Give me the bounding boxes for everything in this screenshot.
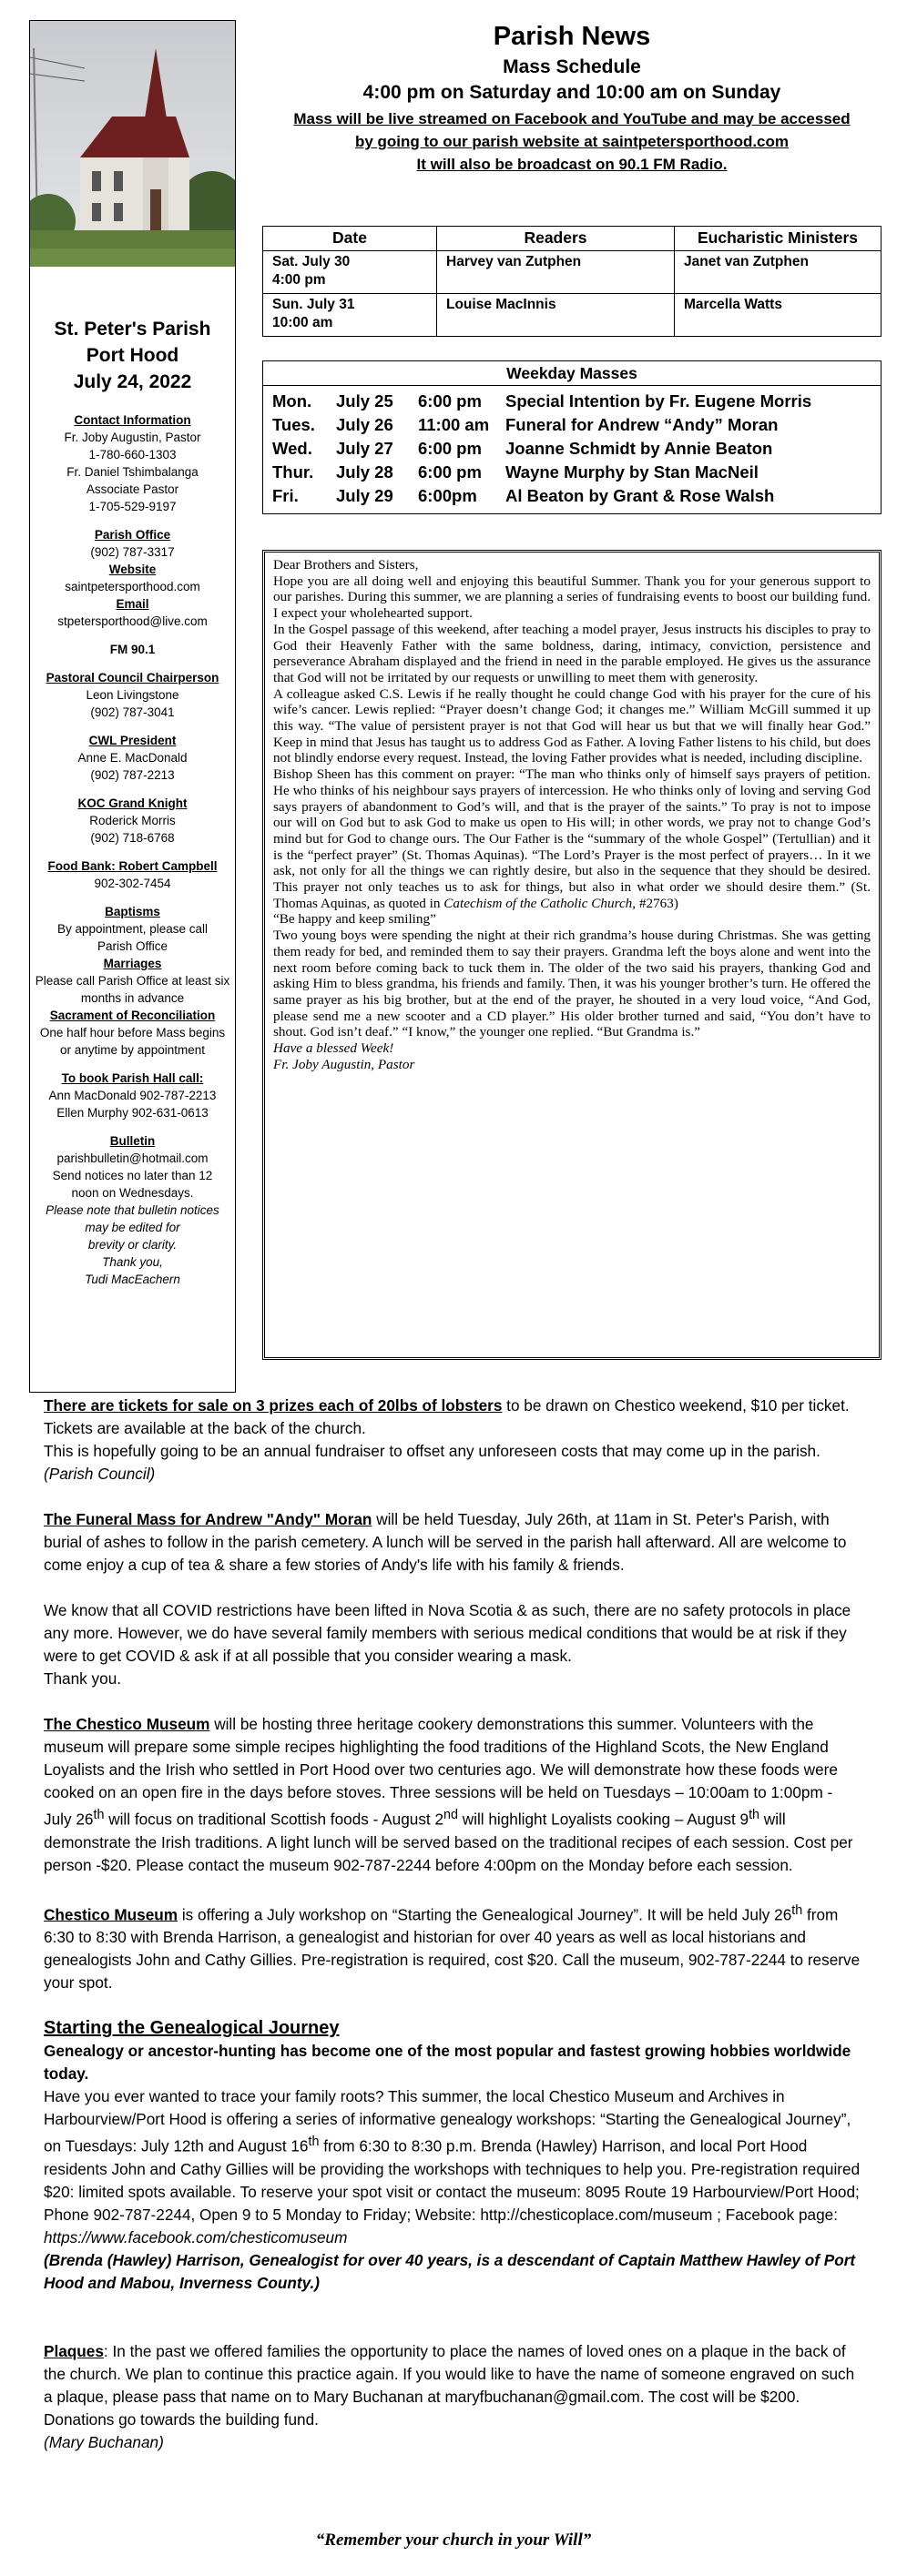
church-photo <box>30 21 235 267</box>
letter-greeting: Dear Brothers and Sisters, <box>273 557 419 573</box>
plaques-notice: Plaques: In the past we offered families the opportunity to place the names of loved ones on a plaque in the back of the church. We plan to continue this practice again. If you would like to have the name of someone engraved on such a plaque, please pass that name on to Mary Buchanan at maryfbuchanan@gmail.com. The cost will be $200. Donations go towards the building fund. <box>44 2342 855 2429</box>
weekday-list <box>263 386 881 513</box>
weekday-masses <box>262 360 882 514</box>
list-item: Tues. July 26 11:00 am Funeral for Andrew “Andy” Moran <box>272 415 779 434</box>
list-item: Fri. July 29 6:00pm Al Beaton by Grant & Rose Walsh <box>272 486 775 505</box>
sacraments-section: Baptisms By appointment, please call Parish Office Marriages Please call Parish Office at least six months in advance Sacrament of Reconciliation One half hour before Mass begins or anytime by appointment <box>35 905 230 1057</box>
museum-notice: The Chestico Museum will be hosting three heritage cookery demonstrations this summer. Volunteers with the museum will prepare some simple recipes highlighting the food traditions of the Highland Scots, the New England Loyalists and the Irish who settled in Port Hood over two centuries ago. We will demonstrate how these foods were cooked on an open fire in the days before stoves. Three sessions will be held on Tuesdays – 10:00am to 1:00pm - July 26th will focus on traditional Scottish foods - August 2nd will highlight Loyalists cooking – August 9th will demonstrate the Irish traditions. A light lunch will be served based on the traditional recipes of each session. Cost per person -$20. Please contact the museum 902-787-2244 before 4:00pm on the Monday before each session. <box>44 1715 853 1874</box>
food-bank-section: Food Bank: Robert Campbell 902-302-7454 <box>47 859 218 890</box>
council-section: Pastoral Council Chairperson Leon Livingstone (902) 787-3041 <box>46 671 219 719</box>
page-title: Parish News <box>493 22 651 51</box>
table-row: Sat. July 30 4:00 pm Harvey van Zutphen Janet van Zutphen <box>263 251 882 294</box>
col-readers: Readers <box>437 227 675 251</box>
weekday-masses-title: Weekday Masses <box>263 361 881 386</box>
genealogy-notice: Have you ever wanted to trace your family roots? This summer, the local Chestico Museum and Archives in Harbourview/Port Hood is offering a series of informative genealogy workshops: “Starting the Genealogical Journey”, on Tuesdays: July 12th and August 16th from 6:30 to 8:30 p.m. Brenda (Hawley) Harrison, and local Port Hood residents John and Cathy Gillies will be providing the workshops with techniques to help you. Pre-registration required $20: limited spots available. To reserve your spot visit or contact the museum: 8095 Route 19 Harbourview/Port Hood; Phone 902-787-2244, Open 9 to 5 Monday to Friday; Website: http://chesticoplace.com/museum ; Facebook page: https://www.facebook.com/chesticomuseum <box>44 2087 861 2247</box>
parish-town: Port Hood <box>86 345 179 366</box>
parish-name: St. Peter's Parish <box>54 319 211 340</box>
bulletin-email-link[interactable]: parishbulletin@hotmail.com <box>56 1151 209 1165</box>
col-ministers: Eucharistic Ministers <box>675 227 882 251</box>
facebook-link[interactable]: https://www.facebook.com/chesticomuseum <box>44 2228 348 2247</box>
genealogy-title: Starting the Genealogical Journey <box>44 2018 340 2039</box>
sidebar <box>29 20 236 1393</box>
funeral-notice: The Funeral Mass for Andrew "Andy" Moran will be held Tuesday, July 26th, at 11am in St. Peter's Parish, with burial of ashes to follow in the parish cemetery. A lunch will be served in the parish hall afterward. All are welcome to come enjoy a cup of tea & share a few stories of Andy's life with his family & friends. <box>44 1510 847 1574</box>
contact-section: Contact Information Fr. Joby Augustin, Pastor 1-780-660-1303 Fr. Daniel Tshimbalanga Associate Pastor 1-705-529-9197 <box>64 413 201 513</box>
office-section: Parish Office (902) 787-3317 Website saintpetersporthood.com Email stpetersporthood@live.com <box>30 526 235 630</box>
list-item: Wed. July 27 6:00 pm Joanne Schmidt by Annie Beaton <box>272 439 773 458</box>
pastor-letter: Dear Brothers and Sisters, Hope you are all doing well and enjoying this beautiful Summer. Thank you for your generous support to our parishes. During this summer, we are planning a series of fundraising events to boost our building fund. I expect your wholehearted support. In the Gospel passage of this weekend, after teaching a model prayer, Jesus instructs his disciples to pray to God their Heavenly Father with the same boldness, daring, intimacy, conviction, persistence and perseverance Abraham displayed and the friend in need in the parable employed. He gives us the assurance that God will not be irritated by our requests or unwilling to meet them with generosity. A colleague asked C.S. Lewis if he really thought he could change God with his prayer for the cure of his wife’s cancer. Lewis replied: “Prayer doesn’t change God; it changes me.” William McGill summed it up this way. “The value of persistent prayer is not that God will hear us but that we will finally hear God.” Keep in mind that Jesus has taught us to address God as Father. A loving Father listens to his child, but does not blindly endorse every request. Instead, the loving Father provides what is needed, including discipline. Bishop Sheen has this comment on prayer: “The man who thinks only of himself says prayers of petition. He who thinks of his neighbour says prayers of intercession. He who thinks only of loving and serving God says prayers of abandonment to God’s will, and that is the prayer of the saints.” To pray is not to impose our will on God but to ask God to make us open to His will; in other words, we pray not to change God’s mind but for God to change ours. The Our Father is the “summary of the whole Gospel” (Tertullian) and it is the “perfect prayer” (St. Thomas Aquinas). “The Lord’s Prayer is the most perfect of prayers… In it we ask, not only for all the things we can rightly desire, but also in the sequence that they should be desired. This prayer not only teaches us to ask for things, but also in what order we should desire them.” (St. Thomas Aquinas, as quoted in Catechism of the Catholic Church, #2763) “Be happy and keep smiling” Two young boys were spending the night at their rich grandma’s house during Christmas. She was getting them ready for bed, and reminded them to say their prayers. Grandma left the boys alone and went into the next room before coming back to tuck them in. The older of the two said his prayers, thanking God and asking Him to bless grandma, his friends and family. Then, it was his younger brother’s turn. He offered the same prayer as his big brother, but at the end of the prayer, he shouted in a very loud voice, “And God, please send me a new scooter and a CD player.” His older brother turned and said, “You don’t have to shout. God isn’t deaf.” “I know,” the younger one replied. “But Grandma is.” Have a blessed Week! Fr. Joby Augustin, Pastor <box>262 550 882 1360</box>
workshop-notice: Chestico Museum is offering a July workshop on “Starting the Genealogical Journey”. It will be held July 26th from 6:30 to 8:30 with Brenda Harrison, a genealogist and historian for over 40 years as well as local historians and genealogists John and Cathy Gillies. Pre-registration is required, cost $20. Call the museum, 902-787-2244 to reserve your spot. <box>44 1902 861 1993</box>
mass-schedule-heading: Mass Schedule <box>503 56 641 77</box>
koc-section: KOC Grand Knight Roderick Morris (902) 718-6768 <box>77 796 188 845</box>
list-item: Thur. July 28 6:00 pm Wayne Murphy by Stan MacNeil <box>272 462 759 482</box>
radio-frequency: FM 90.1 <box>109 643 156 656</box>
letter-signature: Fr. Joby Augustin, Pastor <box>273 1056 415 1072</box>
letter-closing: Have a blessed Week! <box>273 1040 394 1057</box>
bulletin-section: Bulletin parishbulletin@hotmail.com Send notices no later than 12 noon on Wednesdays. Please note that bulletin notices may be edited for brevity or clarity. Thank you, Tudi MacEachern <box>30 1132 235 1288</box>
list-item: Mon. July 25 6:00 pm Special Intention by Fr. Eugene Morris <box>272 391 812 411</box>
lobster-notice: There are tickets for sale on 3 prizes each of 20lbs of lobsters to be drawn on Chestico weekend, $10 per ticket. Tickets are available at the back of the church. <box>44 1396 850 1437</box>
cwl-section: CWL President Anne E. MacDonald (902) 787-2213 <box>77 734 188 782</box>
website-link[interactable]: saintpetersporthood.com <box>65 580 200 593</box>
table-row: Sun. July 31 10:00 am Louise MacInnis Marcella Watts <box>263 294 882 337</box>
hall-section: To book Parish Hall call: Ann MacDonald 902-787-2213 Ellen Murphy 902-631-0613 <box>48 1071 217 1120</box>
livestream-notice: Mass will be live streamed on Facebook and YouTube and may be accessed by going to our parish website at saintpetersporthood.com It will also be broadcast on 90.1 FM Radio. <box>293 110 851 173</box>
mass-times: 4:00 pm on Saturday and 10:00 am on Sunday <box>362 82 781 103</box>
covid-notice: We know that all COVID restrictions have been lifted in Nova Scotia & as such, there are no safety protocols in place any more. However, we do have several family members with serious medical conditions that would be at risk if they were to get COVID & ask if at all possible that you consider wearing a mask. <box>44 1601 851 1665</box>
col-date: Date <box>263 227 437 251</box>
sidebar-info <box>30 316 235 1288</box>
email-link[interactable]: stpetersporthood@live.com <box>57 614 208 628</box>
bulletin-date: July 24, 2022 <box>73 371 192 392</box>
ministry-schedule-table <box>262 226 882 337</box>
footer-tagline: “Remember your church in your Will” <box>315 2530 592 2550</box>
notices: There are tickets for sale on 3 prizes each of 20lbs of lobsters to be drawn on Chestico weekend, $10 per ticket. Tickets are available at the back of the church. This is hopefully going to be an annual fundraiser to offset any unforeseen costs that may come up in the parish. (Parish Council) The Funeral Mass for Andrew "Andy" Moran will be held Tuesday, July 26th, at 11am in St. Peter's Parish, with burial of ashes to follow in the parish cemetery. A lunch will be served in the parish hall afterward. All are welcome to come enjoy a cup of tea & share a few stories of Andy's life with his family & friends. We know that all COVID restrictions have been lifted in Nova Scotia & as such, there are no safety protocols in place any more. However, we do have several family members with serious medical conditions that would be at risk if they were to get COVID & ask if at all possible that you consider wearing a mask. Thank you. The Chestico Museum will be hosting three heritage cookery demonstrations this summer. Volunteers with the museum will prepare some simple recipes highlighting the food traditions of the Highland Scots, the New England Loyalists and the Irish who settled in Port Hood over two centuries ago. We will demonstrate how these foods were cooked on an open fire in the days before stoves. Three sessions will be held on Tuesdays – 10:00am to 1:00pm - July 26th will focus on traditional Scottish foods - August 2nd will highlight Loyalists cooking – August 9th will demonstrate the Irish traditions. A light lunch will be served based on the traditional recipes of each session. Cost per person -$20. Please contact the museum 902-787-2244 before 4:00pm on the Monday before each session. Chestico Museum is offering a July workshop on “Starting the Genealogical Journey”. It will be held July 26th from 6:30 to 8:30 with Brenda Harrison, a genealogist and historian for over 40 years as well as local historians and genealogists John and Cathy Gillies. Pre-registration is required, cost $20. Call the museum, 902-787-2244 to reserve your spot. Starting the Genealogical Journey Genealogy or ancestor-hunting has become one of the most popular and fastest growing hobbies worldwide today. Have you ever wanted to trace your family roots? This summer, the local Chestico Museum and Archives in Harbourview/Port Hood is offering a series of informative genealogy workshops: “Starting the Genealogical Journey”, on Tuesdays: July 12th and August 16th from 6:30 to 8:30 p.m. Brenda (Hawley) Harrison, and local Port Hood residents John and Cathy Gillies will be providing the workshops with techniques to help you. Pre-registration required $20: limited spots available. To reserve your spot visit or contact the museum: 8095 Route 19 Harbourview/Port Hood; Phone 902-787-2244, Open 9 to 5 Monday to Friday; Website: http://chesticoplace.com/museum ; Facebook page: https://www.facebook.com/chesticomuseum (Brenda (Hawley) Harrison, Genealogist for over 40 years, is a descendant of Captain Matthew Hawley of Port Hood and Mabou, Inverness County.) Plaques: In the past we offered families the opportunity to place the names of loved ones on a plaque in the back of the church. We plan to continue this practice again. If you would like to have the name of someone engraved on such a plaque, please pass that name on to Mary Buchanan at maryfbuchanan@gmail.com. The cost will be $200. Donations go towards the building fund. (Mary Buchanan) <box>44 1394 863 2454</box>
table-header-row <box>263 227 882 251</box>
